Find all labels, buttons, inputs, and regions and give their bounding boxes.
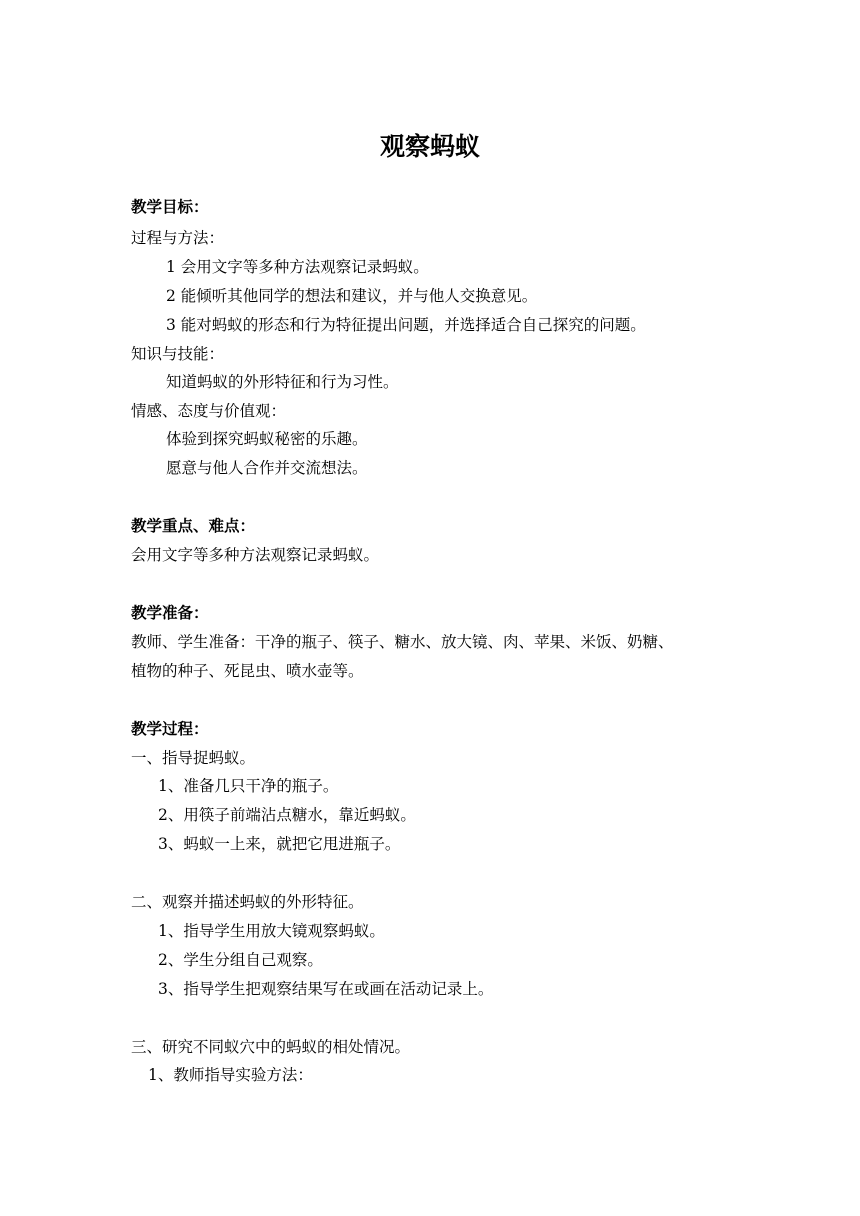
preparation-heading: 教学准备： [131, 603, 209, 622]
step-title: 一、指导捉蚂蚁。 [131, 749, 256, 767]
emotion-item: 体验到探究蚂蚁秘密的乐趣。 [166, 430, 368, 448]
step-item: 1、准备几只干净的瓶子。 [158, 777, 339, 795]
emotion-item: 愿意与他人合作并交流想法。 [166, 459, 368, 477]
knowledge-item: 知道蚂蚁的外形特征和行为习性。 [166, 373, 399, 391]
preparation-line: 植物的种子、死昆虫、喷水壶等。 [131, 662, 364, 680]
step-item: 3、蚂蚁一上来，就把它甩进瓶子。 [158, 835, 401, 853]
process-item: 3 能对蚂蚁的形态和行为特征提出问题，并选择适合自己探究的问题。 [166, 316, 646, 334]
step-item: 1、教师指导实验方法： [148, 1066, 313, 1084]
step-item: 2、用筷子前端沾点糖水，靠近蚂蚁。 [158, 806, 416, 824]
process-method-label: 过程与方法： [131, 229, 225, 247]
step-item: 2、学生分组自己观察。 [158, 951, 323, 969]
process-item: 2 能倾听其他同学的想法和建议，并与他人交换意见。 [166, 287, 538, 305]
key-points-text: 会用文字等多种方法观察记录蚂蚁。 [131, 546, 380, 564]
process-heading: 教学过程： [131, 719, 209, 738]
objectives-heading: 教学目标： [131, 197, 209, 216]
preparation-line: 教师、学生准备：干净的瓶子、筷子、糖水、放大镜、肉、苹果、米饭、奶糖、 [131, 633, 674, 651]
step-item: 3、指导学生把观察结果写在或画在活动记录上。 [158, 980, 494, 998]
key-points-heading: 教学重点、难点： [131, 516, 256, 535]
process-item: 1 会用文字等多种方法观察记录蚂蚁。 [166, 258, 429, 276]
document-title: 观察蚂蚁 [379, 132, 480, 161]
emotion-attitude-label: 情感、态度与价值观： [131, 402, 287, 420]
step-title: 二、观察并描述蚂蚁的外形特征。 [131, 893, 364, 911]
step-title: 三、研究不同蚁穴中的蚂蚁的相处情况。 [131, 1038, 411, 1056]
step-item: 1、指导学生用放大镜观察蚂蚁。 [158, 922, 385, 940]
knowledge-skills-label: 知识与技能： [131, 345, 225, 363]
